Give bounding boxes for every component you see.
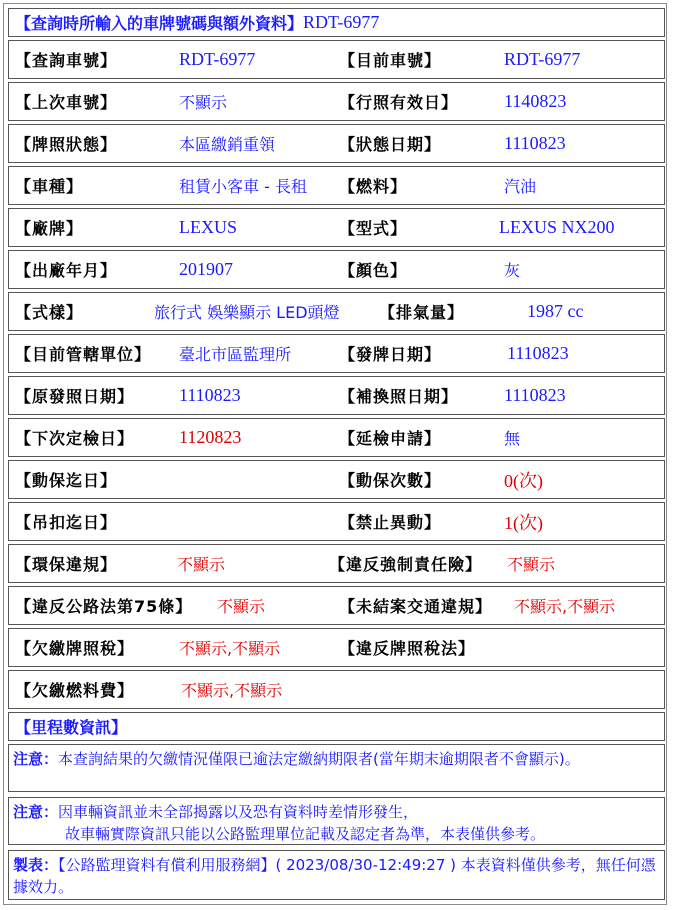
field-label: 【狀態日期】: [339, 135, 442, 154]
field-label: 【吊扣迄日】: [15, 513, 118, 532]
field-value: 不顯示: [217, 597, 266, 616]
field-row: [8, 418, 665, 457]
field-value: 臺北市區監理所: [179, 345, 292, 364]
note-disclosure: [8, 797, 665, 845]
field-value: 1987 cc: [527, 301, 584, 321]
field-row: [8, 460, 665, 499]
note-generated-text: 【公路監理資料有償利用服務網】( 2023/08/30-12:49:27 ) 本表資料僅供參考，無任何憑據效力。: [13, 856, 656, 896]
field-label: 【未結案交通違規】: [339, 597, 493, 616]
field-value: 汽油: [504, 177, 537, 196]
field-value: 1110823: [504, 385, 566, 405]
field-label: 【式樣】: [15, 303, 84, 322]
field-row: [8, 124, 665, 163]
note-arrears: [8, 744, 665, 792]
field-row: [8, 208, 665, 247]
field-label: 【欠繳牌照稅】: [15, 639, 135, 658]
field-value: 201907: [179, 259, 233, 279]
field-value: 不顯示,不顯示: [179, 639, 281, 658]
query-header-row: [8, 8, 665, 37]
field-label: 【目前管轄單位】: [15, 345, 152, 364]
field-value: 旅行式 娛樂顯示 LED頭燈: [154, 303, 340, 322]
field-value: 本區繳銷重領: [179, 135, 276, 154]
field-value: 不顯示: [179, 93, 228, 112]
field-value: 不顯示,不顯示: [181, 681, 283, 700]
field-label: 【動保迄日】: [15, 471, 118, 490]
field-value: 0(次): [504, 470, 543, 491]
note-disclosure-line1: 因車輛資訊並未全部揭露以及恐有資料時差情形發生，: [58, 803, 419, 821]
field-row: [8, 670, 665, 709]
field-label: 【廠牌】: [15, 219, 84, 238]
field-label: 【違反強制責任險】: [329, 555, 483, 574]
note-disclosure-prefix: 注意：: [13, 803, 59, 821]
field-label: 【發牌日期】: [339, 345, 442, 364]
field-label: 【環保違規】: [15, 555, 118, 574]
field-label: 【車種】: [15, 177, 84, 196]
query-header-plate: RDT-6977: [303, 12, 380, 32]
field-label: 【燃料】: [339, 177, 408, 196]
field-row: [8, 628, 665, 667]
field-label: 【動保次數】: [339, 471, 442, 490]
field-value: 1120823: [179, 427, 242, 447]
field-row: [8, 502, 665, 541]
field-row: [8, 292, 665, 331]
field-value: RDT-6977: [179, 49, 256, 69]
field-label: 【行照有效日】: [339, 93, 459, 112]
field-row: [8, 40, 665, 79]
field-row: [8, 250, 665, 289]
field-label: 【禁止異動】: [339, 513, 442, 532]
field-label: 【違反公路法第75條】: [15, 597, 193, 616]
field-row: [8, 376, 665, 415]
field-label: 【延檢申請】: [339, 429, 442, 448]
field-value: 無: [504, 429, 521, 448]
field-row: [8, 166, 665, 205]
field-value: 不顯示: [177, 555, 226, 574]
field-value: 1110823: [504, 133, 566, 153]
field-value: 1(次): [504, 512, 543, 533]
field-label: 【補換照日期】: [339, 387, 459, 406]
field-label: 【原發照日期】: [15, 387, 135, 406]
note-generated: [8, 850, 665, 900]
field-row: [8, 544, 665, 583]
field-label: 【顏色】: [339, 261, 408, 280]
field-value: 租賃小客車 - 長租: [179, 177, 307, 196]
field-value: 不顯示: [507, 555, 556, 574]
field-value: 1110823: [507, 343, 569, 363]
field-label: 【型式】: [339, 219, 408, 238]
field-label: 【違反牌照稅法】: [339, 639, 476, 658]
field-value: LEXUS: [179, 217, 237, 237]
field-value: 灰: [504, 261, 521, 280]
field-row: [8, 82, 665, 121]
field-row: [8, 586, 665, 625]
field-value: 1110823: [179, 385, 241, 405]
field-value: 不顯示,不顯示: [514, 597, 616, 616]
field-label: 【上次車號】: [15, 93, 118, 112]
note-generated-prefix: 製表：: [13, 856, 59, 874]
field-label: 【出廠年月】: [15, 261, 118, 280]
field-label: 【排氣量】: [379, 303, 465, 322]
field-label: 【欠繳燃料費】: [15, 681, 135, 700]
field-value: LEXUS NX200: [499, 217, 615, 237]
query-header-label: 【查詢時所輸入的車牌號碼與額外資料】: [15, 14, 304, 33]
note-disclosure-line2: 故車輛實際資訊只能以公路監理單位記載及認定者為準，本表僅供參考。: [65, 825, 546, 843]
field-label: 【下次定檢日】: [15, 429, 135, 448]
field-label: 【查詢車號】: [15, 51, 118, 70]
field-label: 【目前車號】: [339, 51, 442, 70]
field-label: 【牌照狀態】: [15, 135, 118, 154]
mileage-row: [8, 712, 665, 741]
field-value: RDT-6977: [504, 49, 581, 69]
field-row: [8, 334, 665, 373]
mileage-label: 【里程數資訊】: [15, 718, 128, 737]
note-arrears-prefix: 注意：: [13, 750, 59, 768]
field-value: 1140823: [504, 91, 567, 111]
note-arrears-text: 本查詢結果的欠繳情況僅限已逾法定繳納期限者(當年期末逾期限者不會顯示)。: [58, 750, 580, 768]
